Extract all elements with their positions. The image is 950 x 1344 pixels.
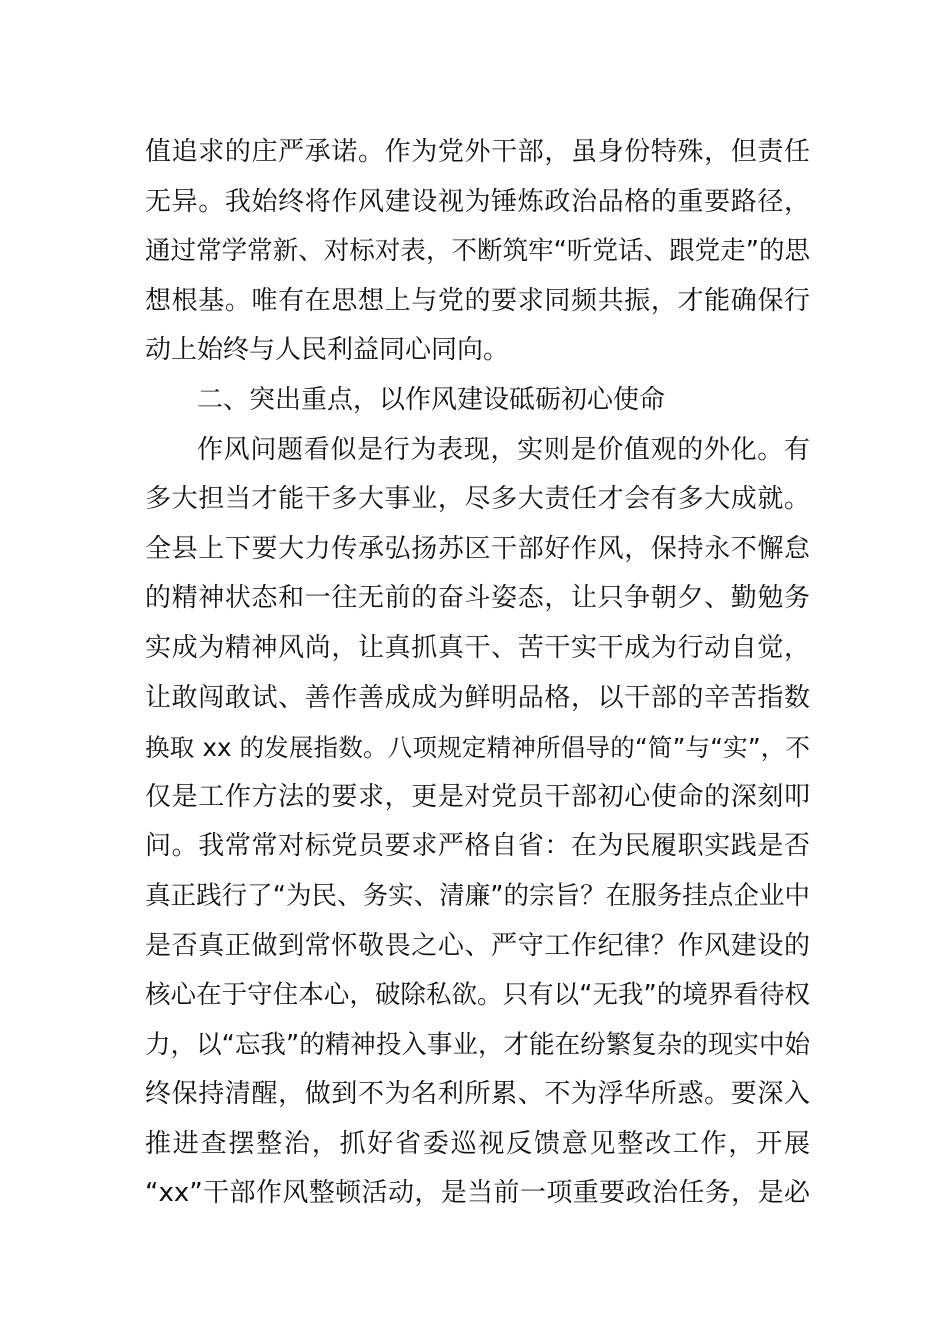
- section-heading: 二、突出重点，以作风建设砥砺初心使命: [197, 384, 666, 415]
- paragraph-first-line: 作风问题看似是行为表现，实则是价值观的外化。有: [197, 434, 810, 465]
- text-line: 多大担当才能干多大事业，尽多大责任才会有多大成就。: [145, 484, 810, 515]
- text-line: 通过常学常新、对标对表，不断筑牢“听党话、跟党走”的思: [145, 236, 810, 267]
- text-line: 问。我常常对标党员要求严格自省：在为民履职实践是否: [145, 831, 810, 862]
- text-line: 无异。我始终将作风建设视为锤炼政治品格的重要路径，: [145, 186, 810, 217]
- text-line: 的精神状态和一往无前的奋斗姿态，让只争朝夕、勤勉务: [145, 583, 810, 614]
- text-line: 真正践行了“为民、务实、清廉”的宗旨？在服务挂点企业中: [145, 880, 810, 911]
- text-line: 仅是工作方法的要求，更是对党员干部初心使命的深刻叩: [145, 781, 810, 812]
- text-line: 核心在于守住本心，破除私欲。只有以“无我”的境界看待权: [145, 980, 810, 1011]
- text-line: 值追求的庄严承诺。作为党外干部，虽身份特殊，但责任: [145, 137, 810, 167]
- text-line: 换取 xx 的发展指数。八项规定精神所倡导的“简”与“实”，不: [145, 733, 810, 763]
- text-line: 全县上下要大力传承弘扬苏区干部好作风，保持永不懈怠: [145, 533, 810, 564]
- text-line: 力，以“忘我”的精神投入事业，才能在纷繁复杂的现实中始: [145, 1029, 810, 1060]
- text-line: 想根基。唯有在思想上与党的要求同频共振，才能确保行: [145, 285, 810, 316]
- text-line: 是否真正做到常怀敬畏之心、严守工作纪律？作风建设的: [145, 930, 810, 961]
- text-line: 实成为精神风尚，让真抓真干、苦干实干成为行动自觉，: [145, 632, 810, 663]
- text-line: “xx”干部作风整顿活动，是当前一项重要政治任务，是必: [145, 1178, 810, 1209]
- paragraph-last-line: 动上始终与人民利益同心同向。: [145, 335, 510, 366]
- text-line: 推进查摆整治，抓好省委巡视反馈意见整改工作，开展: [145, 1128, 810, 1159]
- body-text: [145, 128, 810, 1219]
- text-line: 终保持清醒，做到不为名利所累、不为浮华所惑。要深入: [145, 1079, 810, 1110]
- text-line: 让敢闯敢试、善作善成成为鲜明品格，以干部的辛苦指数: [145, 682, 810, 713]
